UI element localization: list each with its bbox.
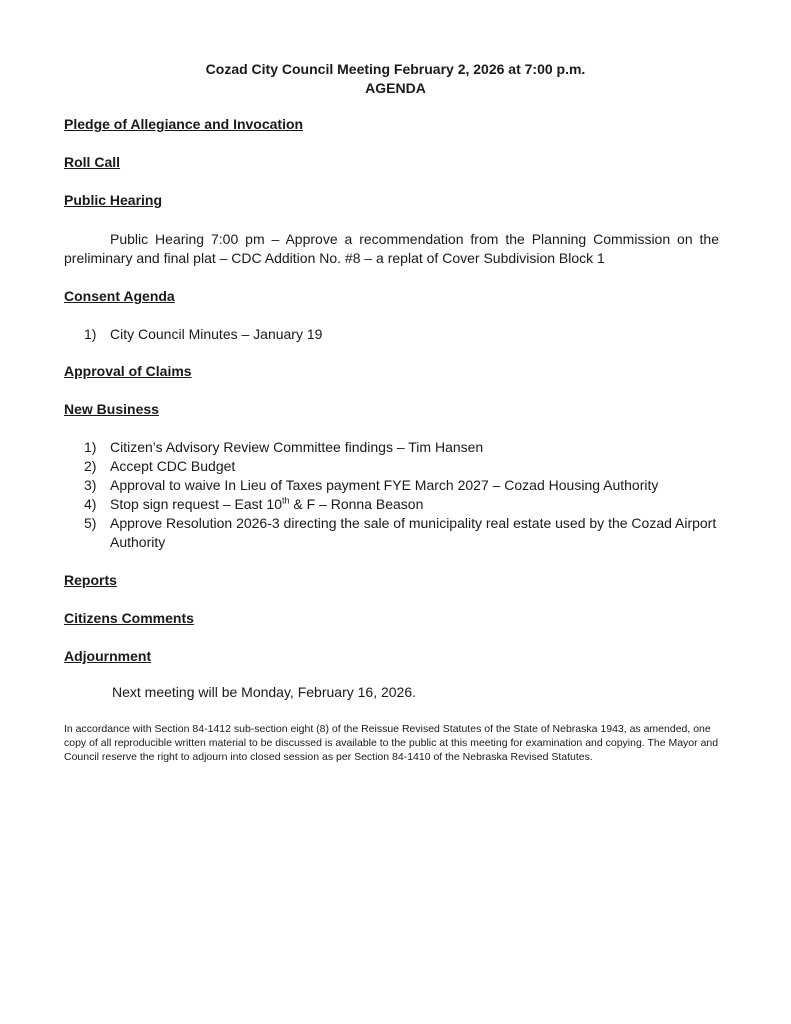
item-text: City Council Minutes – January 19 — [110, 326, 323, 342]
new-business-list — [84, 438, 724, 552]
agenda-label: AGENDA — [365, 80, 426, 96]
agenda-title — [0, 60, 791, 98]
legal-notice: In accordance with Section 84-1412 sub-section eight (8) of the Reissue Revised Statutes of the State of Nebraska 1943, as amended, one copy of all reproducible written material to be discussed is available to the public at this meeting for examination and copying. The Mayor and Council reserve the right to adjourn into closed session as per Section 84-1410 of the Nebraska Revised Statutes. — [64, 723, 719, 763]
heading-public-hearing: Public Hearing — [64, 192, 163, 208]
item-number: 4) — [84, 496, 97, 512]
item-number: 3) — [84, 477, 97, 493]
heading-adjournment: Adjournment — [64, 648, 152, 664]
item-text: Citizen’s Advisory Review Committee findings – Tim Hansen — [110, 439, 484, 455]
heading-consent-agenda: Consent Agenda — [64, 288, 175, 304]
item-text-post: & F – Ronna Beason — [289, 496, 424, 512]
item-number: 1) — [84, 439, 97, 455]
heading-new-business: New Business — [64, 401, 159, 417]
item-text: Approval to waive In Lieu of Taxes payment FYE March 2027 – Cozad Housing Authority — [110, 477, 659, 493]
consent-agenda-list — [84, 325, 724, 344]
list-item — [84, 476, 724, 495]
item-text-pre: Stop sign request – East 10 — [110, 496, 282, 512]
public-hearing-text — [64, 230, 719, 268]
list-item — [84, 325, 724, 344]
meeting-title: Cozad City Council Meeting February 2, 2026 at 7:00 p.m. — [205, 61, 586, 77]
heading-citizens-comments: Citizens Comments — [64, 610, 194, 626]
item-text: Accept CDC Budget — [110, 458, 236, 474]
list-item — [84, 438, 724, 457]
item-number: 1) — [84, 326, 97, 342]
heading-roll-call: Roll Call — [64, 154, 121, 170]
public-hearing-text-content: Public Hearing 7:00 pm – Approve a recommendation from the Planning Commission on the preliminary and final plat – CDC Addition No. #8 – a replat of Cover Subdivision Block 1 — [64, 231, 719, 266]
item-text: Approve Resolution 2026-3 directing the sale of municipality real estate used by the Cozad Airport Authority — [110, 515, 717, 550]
list-item — [84, 514, 724, 552]
next-meeting: Next meeting will be Monday, February 16, 2026. — [112, 684, 417, 700]
list-item — [84, 495, 724, 514]
item-number: 5) — [84, 515, 97, 531]
list-item — [84, 457, 724, 476]
ordinal-suffix: th — [282, 495, 290, 506]
heading-approval-claims: Approval of Claims — [64, 363, 192, 379]
item-number: 2) — [84, 458, 97, 474]
heading-reports: Reports — [64, 572, 117, 588]
heading-pledge: Pledge of Allegiance and Invocation — [64, 116, 304, 132]
